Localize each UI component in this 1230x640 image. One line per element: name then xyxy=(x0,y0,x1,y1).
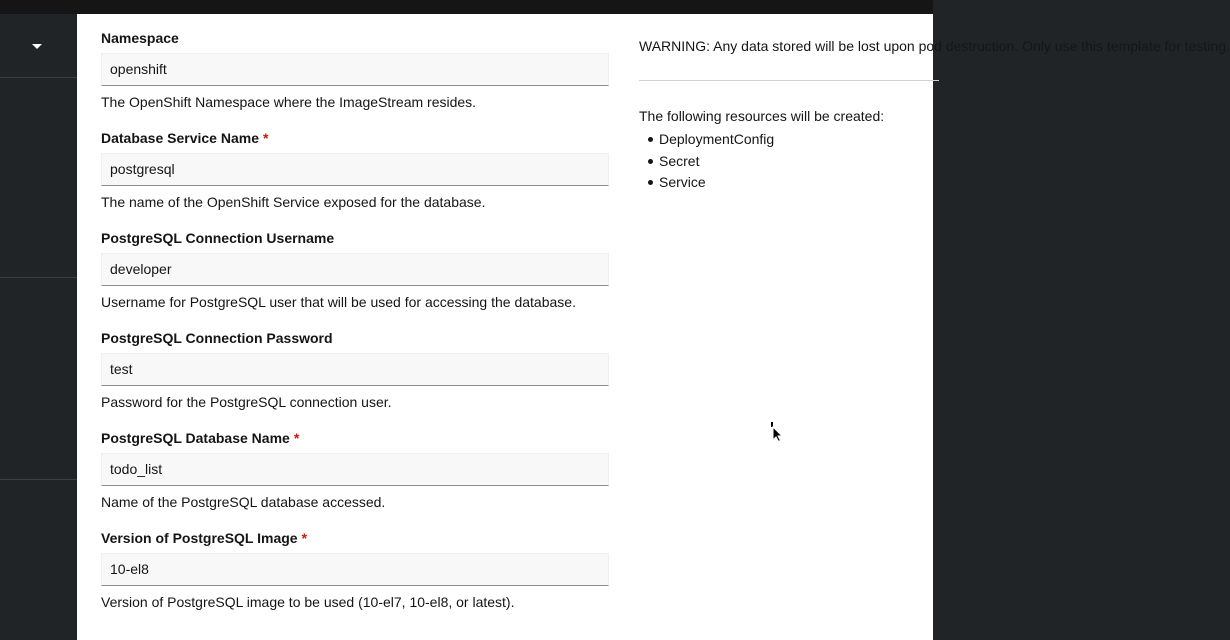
required-indicator: * xyxy=(263,130,269,146)
masthead xyxy=(0,0,933,14)
sidebar xyxy=(0,14,77,640)
field-label: PostgreSQL Database Name * xyxy=(101,430,300,446)
database-name-input[interactable]: todo_list xyxy=(101,453,609,486)
field-label: Version of PostgreSQL Image * xyxy=(101,530,308,546)
database-service-name-input[interactable]: postgresql xyxy=(101,153,609,186)
template-parameters-form xyxy=(101,30,609,630)
list-item: Secret xyxy=(639,151,939,173)
field-database-service-name xyxy=(101,130,609,230)
main-content xyxy=(77,14,1230,640)
field-label: Namespace xyxy=(101,30,179,46)
field-namespace xyxy=(101,30,609,130)
sidebar-divider xyxy=(0,277,77,278)
required-indicator: * xyxy=(293,430,300,446)
field-label: PostgreSQL Connection Password xyxy=(101,330,333,346)
warning-text: WARNING: Any data stored will be lost upon pod destruction. Only use this template for testing. xyxy=(639,38,1230,54)
required-indicator: * xyxy=(301,530,308,546)
sidebar-divider xyxy=(0,479,77,480)
namespace-input[interactable]: openshift xyxy=(101,53,609,86)
field-help-text: Name of the PostgreSQL database accessed. xyxy=(101,494,386,510)
field-label: Database Service Name * xyxy=(101,130,269,146)
field-connection-password xyxy=(101,330,609,430)
list-item: DeploymentConfig xyxy=(639,129,939,151)
field-label: PostgreSQL Connection Username xyxy=(101,230,335,246)
list-item: Service xyxy=(639,172,939,194)
resources-title: The following resources will be created: xyxy=(639,108,885,124)
sidebar-divider xyxy=(0,77,77,78)
field-image-version xyxy=(101,530,609,630)
image-version-input[interactable]: 10-el8 xyxy=(101,553,609,586)
field-help-text: Version of PostgreSQL image to be used (10-el7, 10-el8, or latest). xyxy=(101,594,515,610)
field-help-text: The OpenShift Namespace where the ImageStream resides. xyxy=(101,94,477,110)
field-help-text: Username for PostgreSQL user that will be used for accessing the database. xyxy=(101,294,576,310)
divider xyxy=(639,80,939,81)
field-connection-username xyxy=(101,230,609,330)
perspective-switcher[interactable] xyxy=(0,14,77,78)
caret-down-icon xyxy=(32,44,42,49)
resources-list xyxy=(639,129,939,194)
connection-username-input[interactable]: developer xyxy=(101,253,609,286)
field-help-text: Password for the PostgreSQL connection user. xyxy=(101,394,392,410)
field-database-name xyxy=(101,430,609,530)
field-help-text: The name of the OpenShift Service exposed for the database. xyxy=(101,194,486,210)
connection-password-input[interactable]: test xyxy=(101,353,609,386)
mouse-pointer-icon xyxy=(771,422,785,442)
template-description xyxy=(639,38,1230,194)
